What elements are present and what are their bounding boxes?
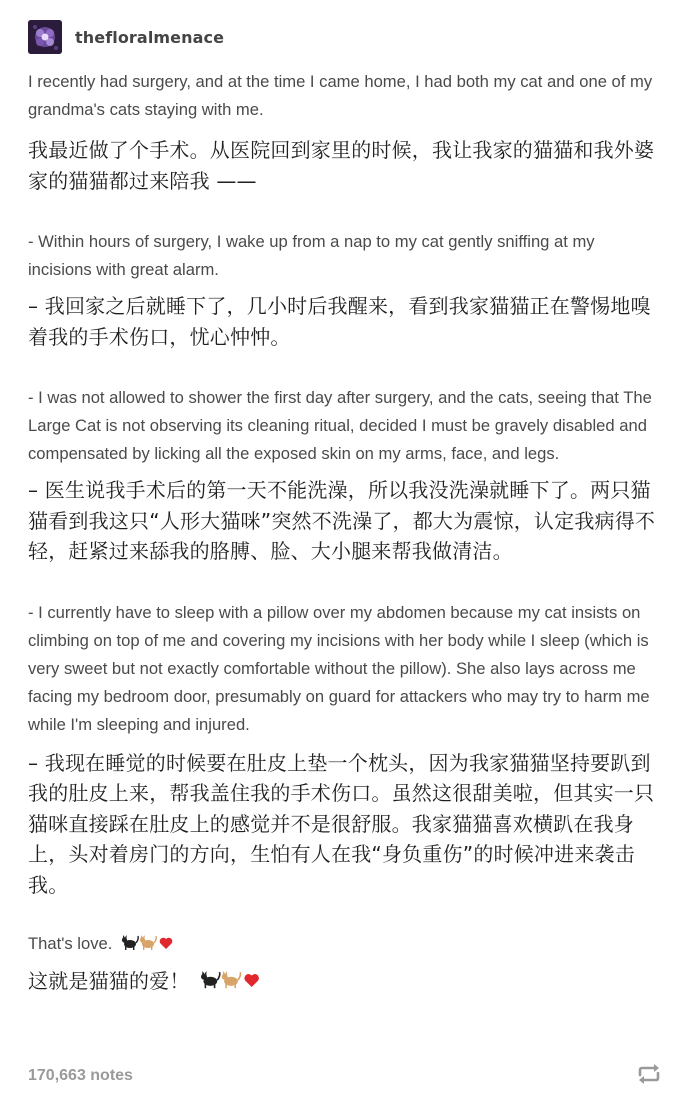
post-footer (28, 1062, 662, 1090)
paragraph-3-en: - I was not allowed to shower the first day after surgery, and the cats, seeing that The Large Cat is not observing its cleaning ritual, decided I must be gravely disabled and compensated by licking all the exposed skin on my arms, face, and legs. (28, 388, 652, 463)
paragraph-4-en: - I currently have to sleep with a pillow over my abdomen because my cat insists on climbing on top of me and covering my incisions with her body while I sleep (which is very sweet but not exactly comfortable without the pillow). She also lays across me facing my bedroom door, presumably on guard for attackers who may try to harm me while I'm sleeping and injured. (28, 602, 650, 734)
paragraph-4-zh: – 我现在睡觉的时候要在肚皮上垫一个枕头，因为我家猫猫坚持要趴到我的肚皮上来，帮我盖住我的手术伤口。虽然这很甜美啦，但其实一只猫咪直接踩在肚皮上的感觉并不是很舒服。我家猫猫喜欢横趴在我身上，头对着房门的方向，生怕有人在我“身负重伤”的时候冲进来袭击我。 (28, 750, 655, 897)
paragraph-5-en (28, 930, 658, 960)
love-text-en: That's love. (28, 934, 113, 953)
paragraph-5-zh (28, 966, 658, 999)
avatar[interactable] (28, 20, 62, 54)
love-text-zh: 这就是猫猫的爱！ (28, 969, 190, 993)
paragraph-2-zh: – 我回家之后就睡下了，几小时后我醒来，看到我家猫猫正在警惕地嗅着我的手术伤口，忧心忡忡。 (28, 294, 651, 349)
paragraph-2-en: - Within hours of surgery, I wake up from a nap to my cat gently sniffing at my incisions with great alarm. (28, 232, 595, 279)
cat-heart-emoji-zh-icon (200, 968, 262, 999)
post-body (28, 68, 658, 999)
paragraph-1-en: I recently had surgery, and at the time I came home, I had both my cat and one of my grandma's cats staying with me. (28, 72, 653, 119)
cat-heart-emoji-icon (121, 932, 175, 960)
notes-count[interactable]: 170,663 notes (28, 1067, 133, 1084)
username[interactable]: thefloralmenace (75, 27, 225, 47)
reblog-icon[interactable] (636, 1063, 662, 1089)
paragraph-3-zh: – 医生说我手术后的第一天不能洗澡，所以我没洗澡就睡下了。两只猫猫看到我这只“人形大猫咪”突然不洗澡了，都大为震惊，认定我病得不轻，赶紧过来舔我的胳膊、脸、大小腿来帮我做清洁。 (28, 478, 656, 563)
post-header (28, 20, 224, 54)
paragraph-1-zh: 我最近做了个手术。从医院回到家里的时候，我让我家的猫猫和我外婆家的猫猫都过来陪我 —— (28, 138, 655, 193)
